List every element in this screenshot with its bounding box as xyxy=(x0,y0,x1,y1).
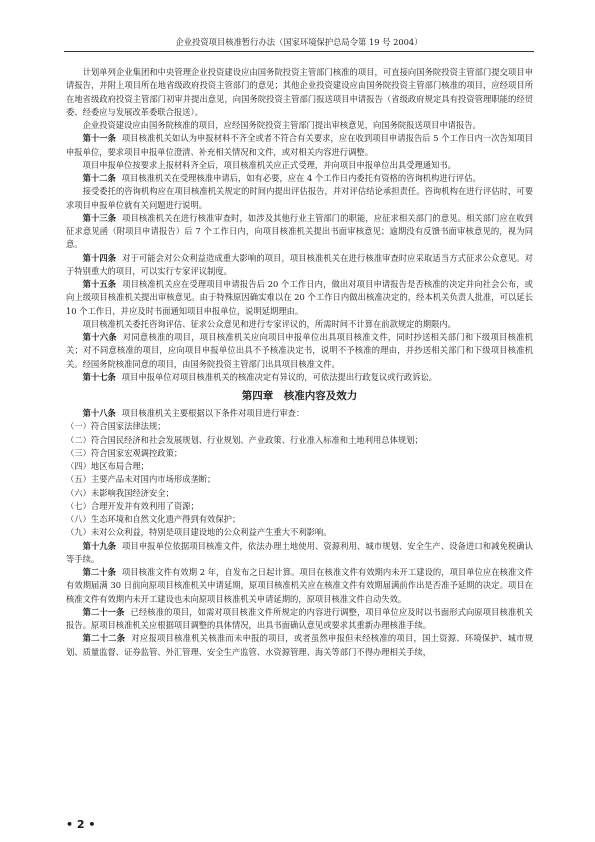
article-text: 项目核准机关如认为申报材料不齐全或者不符合有关要求，应在收到项目申请报告后 5 个工作日内一次告知项目申报单位，要求项目申报单位澄清、补充相关情况和文件，或对相关内容进行调整。 xyxy=(66,133,533,157)
article-number: 第十六条 xyxy=(82,332,117,342)
chapter-heading: 第四章 核准内容及效力 xyxy=(241,390,358,402)
article-number: 第二十条 xyxy=(82,567,116,577)
article-paragraph xyxy=(66,606,533,633)
body-paragraph: 计划单列企业集团和中央管理企业投资建设应由国务院投资主管部门核准的项目，可直接向国务院投资主管部门提交项目申请报告，并附上项目所在地省级政府投资主管部门的意见；其他企业投资建设应由国务院投资主管部门核准的项目，应经项目所在地省级政府投资主管部门初审并提出意见，向国务院投资主管部门报送项目申请报告（省级政府规定具有投资管理职能的经贸委、经委应与发展改革委联合报送）。 xyxy=(66,67,533,117)
body-paragraph: 项目核准机关委托咨询评估、征求公众意见和进行专家评议的，所需时间不计算在前款规定的期限内。 xyxy=(82,318,456,329)
article-paragraph xyxy=(66,407,533,420)
body-paragraph: 企业投资建设应由国务院核准的项目，应经国务院投资主管部门提出审核意见，向国务院报送项目申请报告。 xyxy=(82,120,481,130)
article-text: 对应报项目核准机关核准而未申报的项目，或者虽然申报但未经核准的项目，国土资源、环境保护、城市规划、质量监督、证券监管、外汇管理、安全生产监管、水资源管理、海关等部门不得办理相关手续， xyxy=(66,633,533,657)
article-text: 项目核准机关在受理核准申请后，如有必要，应在 4 个工作日内委托有资格的咨询机构进行评估。 xyxy=(121,173,481,183)
article-paragraph xyxy=(66,132,533,159)
article-text: 对同意核准的项目，项目核准机关应向项目申报单位出具项目核准文件，同时抄送相关部门和下级项目核准机关；对不同意核准的项目，应向项目申报单位出具不予核准决定书，说明不予核准的理由，并抄送相关部门和下级项目核准机关。经国务院核准同意的项目，由国务院投资主管部门出具项目核准文件。 xyxy=(66,332,533,369)
article-text: 项目核准机关在进行核准审查时，如涉及其他行业主管部门的职能，应征求相关部门的意见。相关部门应在收到征求意见函（附项目申请报告）后 7 个工作日内，向项目核准机关提出书面审核意见；逾期没有反馈书面审核意见的，视为同意。 xyxy=(66,212,533,250)
article-paragraph xyxy=(66,252,533,279)
article-number: 第十二条 xyxy=(82,173,116,183)
article-paragraph xyxy=(66,331,533,371)
article-paragraph xyxy=(66,632,533,659)
running-header: 企业投资项目核准暂行办法（国家环境保护总局令第 19 号 2004） xyxy=(175,37,423,47)
article-paragraph xyxy=(66,566,533,606)
article-text: 项目核准机关应在受理项目申请报告后 20 个工作日内，做出对项目申请报告是否核准的决定并向社会公布，或向上级项目核准机关提出审核意见。由于特殊原因确实难以在 20 个工作日内做出核准决定的，经本机关负责人批准，可以延长 10 个工作日，并应及时书面通知项目申报单位，说明延期理由。 xyxy=(66,279,533,316)
article-number: 第十八条 xyxy=(82,408,116,418)
article-number: 第十七条 xyxy=(82,371,116,382)
list-item: （七）合理开发并有效利用了资源； xyxy=(66,500,199,511)
list-item: （一）符合国家法律法规； xyxy=(66,421,166,432)
list-item: （九）未对公众利益，特别是项目建设地的公众利益产生重大不利影响。 xyxy=(66,527,332,538)
list-item: （五）主要产品未对国内市场形成垄断； xyxy=(66,474,216,485)
list-item: （八）生态环境和自然文化遗产得到有效保护； xyxy=(66,514,241,524)
body-paragraph: 接受委托的咨询机构应在项目核准机关规定的时间内提出评估报告，并对评估结论承担责任。咨询机构在进行评估时，可要求项目申报单位就有关问题进行说明。 xyxy=(66,186,533,210)
list-item: （三）符合国家宏观调控政策； xyxy=(66,447,183,458)
document-body xyxy=(66,66,533,659)
body-paragraph: 项目申报单位按要求上报材料齐全后，项目核准机关应正式受理，并向项目申报单位出具受理通知书。 xyxy=(82,159,456,170)
article-number: 第十九条 xyxy=(82,540,117,551)
article-number: 第二十一条 xyxy=(82,606,125,617)
article-number: 第十一条 xyxy=(82,133,116,144)
article-paragraph xyxy=(66,371,533,384)
article-paragraph xyxy=(66,172,533,185)
article-paragraph xyxy=(66,540,533,567)
article-number: 第二十二条 xyxy=(82,633,126,644)
article-text: 项目申报单位对项目核准机关的核准决定有异议的，可依法提出行政复议或行政诉讼。 xyxy=(121,371,438,382)
article-text: 项目申报单位依据项目核准文件，依法办理土地使用、资源利用、城市规划、安全生产、设备进口和减免税确认等手续。 xyxy=(66,540,533,564)
article-number: 第十五条 xyxy=(82,279,117,289)
article-paragraph xyxy=(66,212,533,252)
page-number: • 2 • xyxy=(66,818,96,831)
article-paragraph xyxy=(66,278,533,318)
article-text: 项目核准文件有效期 2 年，自发布之日起计算。项目在核准文件有效期内未开工建设的，项目单位应在核准文件有效期届满 30 日前向原项目核准机关申请延期，原项目核准机关应在核准文件有效期届满前作出是否准予延期的决定。项目在核准文件有效期内未开工建设也未向原项目核准机关申请延期的，原项目核准文件自动失效。 xyxy=(66,567,533,604)
list-item: （六）未影响我国经济安全； xyxy=(66,487,174,498)
article-text: 项目核准机关主要根据以下条件对项目进行审查： xyxy=(121,408,305,418)
article-text: 已经核准的项目，如需对项目核准文件所规定的内容进行调整，项目单位应及时以书面形式向原项目核准机关报告。原项目核准机关应根据项目调整的具体情况，出具书面确认意见或要求其重新办理核准手续。 xyxy=(66,606,533,630)
list-item: （二）符合国民经济和社会发展规划、行业规划、产业政策、行业准入标准和土地利用总体规划； xyxy=(66,434,423,445)
article-number: 第十三条 xyxy=(82,212,117,223)
article-number: 第十四条 xyxy=(82,252,117,263)
list-item: （四）地区布局合理； xyxy=(66,461,149,471)
article-text: 对于可能会对公众利益造成重大影响的项目，项目核准机关在进行核准审查时应采取适当方式征求公众意见。对于特别重大的项目，可以实行专家评议制度。 xyxy=(66,252,533,276)
header-rule xyxy=(64,51,534,52)
